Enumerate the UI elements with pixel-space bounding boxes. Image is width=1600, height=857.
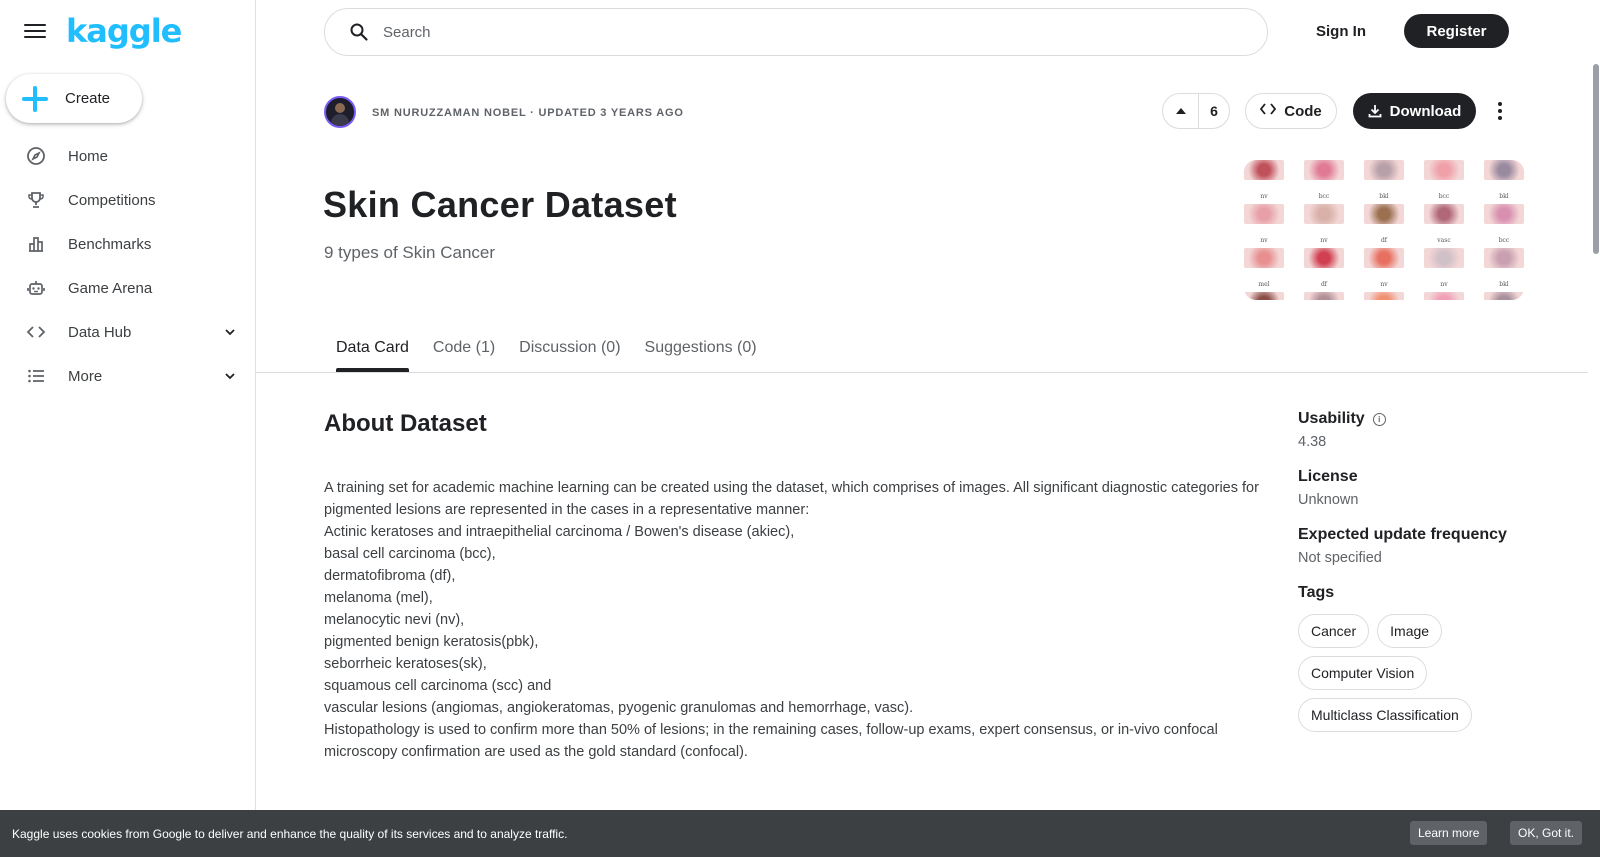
chevron-down-icon[interactable] [224, 369, 236, 387]
description-line: basal cell carcinoma (bcc), [324, 546, 496, 562]
sidebar-item-home[interactable] [0, 134, 256, 178]
scrollbar-thumb[interactable] [1593, 64, 1599, 254]
code-button[interactable] [1245, 93, 1337, 129]
robot-icon [26, 278, 46, 298]
thumbnail-label: df [1320, 281, 1328, 288]
create-button[interactable] [6, 74, 142, 123]
description-line: Actinic keratoses and intraepithelial carcinoma / Bowen's disease (akiec), [324, 524, 795, 540]
thumbnail-label: vasc [1437, 237, 1451, 244]
tab-suggestions[interactable]: Suggestions (0) [644, 339, 757, 356]
sidebar-nav [0, 134, 256, 398]
tags-label: Tags [1298, 584, 1335, 601]
tag-image[interactable]: Image [1377, 614, 1442, 648]
thumbnail-label: nv [1260, 237, 1268, 244]
upvote-count[interactable]: 6 [1210, 103, 1218, 119]
tag-list [1298, 614, 1538, 740]
bar-chart-icon [26, 234, 46, 254]
thumbnail-image-cell [1304, 292, 1344, 300]
thumbnail-label: nv [1260, 193, 1268, 200]
search-bar[interactable] [324, 8, 1268, 56]
code-brackets-icon [26, 322, 46, 342]
tag-cancer[interactable]: Cancer [1298, 614, 1369, 648]
code-brackets-icon [1260, 103, 1276, 119]
more-options-icon[interactable] [1486, 96, 1514, 126]
thumbnail-image-cell [1424, 204, 1464, 224]
thumbnail-image-cell [1364, 204, 1404, 224]
search-input[interactable] [383, 24, 1203, 41]
sidebar-item-benchmarks[interactable] [0, 222, 256, 266]
cookie-banner [0, 810, 1600, 857]
download-button[interactable] [1353, 93, 1476, 129]
license-block [1298, 468, 1538, 508]
tab-discussion[interactable]: Discussion (0) [519, 339, 621, 356]
description-line: vascular lesions (angiomas, angiokeratomas, pyogenic granulomas and hemorrhage, vasc). [324, 700, 914, 716]
thumbnail-image-cell [1304, 204, 1344, 224]
description-line: A training set for academic machine learning can be created using the dataset, which comprises of images. All significant diagnostic categories for pigmented lesions are represented in the cases in a representative manner: [324, 480, 1259, 518]
code-button-label: Code [1284, 102, 1322, 120]
download-button-label: Download [1389, 102, 1462, 120]
thumbnail-label: bcc [1438, 193, 1450, 200]
search-icon [349, 22, 369, 42]
sidebar-item-label: Game Arena [68, 279, 153, 297]
sidebar [0, 0, 256, 857]
thumbnail-image-cell [1424, 292, 1464, 300]
avatar[interactable] [324, 96, 356, 128]
sidebar-item-label: Data Hub [68, 323, 132, 341]
tab-bar [336, 326, 781, 372]
tab-data-card[interactable]: Data Card [336, 326, 409, 372]
trophy-icon [26, 190, 46, 210]
thumbnail-label: df [1380, 237, 1388, 244]
thumbnail-image-cell [1484, 292, 1524, 300]
thumbnail-label: bkl [1499, 281, 1509, 288]
sidebar-item-label: Competitions [68, 191, 156, 209]
thumbnail-image-cell [1424, 248, 1464, 268]
kaggle-logo[interactable]: kaggle [66, 12, 182, 50]
sign-in-button[interactable]: Sign In [1316, 22, 1366, 40]
thumbnail-image-cell [1364, 248, 1404, 268]
tag-multiclass-classification[interactable]: Multiclass Classification [1298, 698, 1472, 732]
hamburger-menu-icon[interactable] [24, 20, 46, 42]
license-label: License [1298, 468, 1358, 485]
usability-label: Usability [1298, 410, 1365, 427]
info-icon[interactable]: i [1373, 413, 1386, 426]
tags-block [1298, 584, 1538, 740]
thumbnail-image-cell [1304, 248, 1344, 268]
page-title: Skin Cancer Dataset [323, 184, 677, 225]
thumbnail-image-cell [1484, 160, 1524, 180]
metadata-panel [1298, 410, 1538, 758]
description-line: melanoma (mel), [324, 590, 433, 606]
thumbnail-label: bcc [1498, 237, 1510, 244]
sidebar-item-label: Home [68, 147, 109, 165]
description-line: melanocytic nevi (nv), [324, 612, 465, 628]
upvote-control [1162, 93, 1230, 129]
thumbnail-image-cell [1484, 204, 1524, 224]
frequency-value: Not specified [1298, 550, 1382, 566]
cookie-text: Kaggle uses cookies from Google to deliver and enhance the quality of its services and to analyze traffic. [12, 826, 568, 841]
frequency-block [1298, 526, 1538, 566]
learn-more-button[interactable]: Learn more [1410, 821, 1487, 845]
thumbnail-image-cell [1244, 292, 1284, 300]
plus-icon [22, 86, 48, 112]
list-icon [26, 366, 46, 386]
download-icon [1368, 104, 1382, 118]
thumbnail-image-cell [1484, 248, 1524, 268]
thumbnail-image-cell [1304, 160, 1344, 180]
sidebar-item-data-hub[interactable] [0, 310, 256, 354]
upvote-button[interactable] [1163, 94, 1199, 128]
cookie-ok-button[interactable]: OK, Got it. [1510, 821, 1582, 845]
thumbnail-label: mel [1258, 281, 1270, 288]
usability-value: 4.38 [1298, 434, 1327, 450]
dataset-thumbnail [1244, 160, 1524, 300]
thumbnail-image-cell [1244, 160, 1284, 180]
tab-code[interactable]: Code (1) [432, 339, 496, 356]
description-line: dermatofibroma (df), [324, 568, 456, 584]
thumbnail-label: nv [1380, 281, 1388, 288]
thumbnail-label: nv [1320, 237, 1328, 244]
description-line: pigmented benign keratosis(pbk), [324, 634, 539, 650]
thumbnail-label: bkl [1499, 193, 1509, 200]
thumbnail-image-cell [1244, 248, 1284, 268]
tag-computer-vision[interactable]: Computer Vision [1298, 656, 1427, 690]
chevron-down-icon[interactable] [224, 325, 236, 343]
sidebar-item-more[interactable] [0, 354, 256, 398]
thumbnail-label: bkl [1379, 193, 1389, 200]
description-line: Histopathology is used to confirm more than 50% of lesions; in the remaining cases, follow-up exams, expert consensus, or in-vivo confocal microscopy confirmation are used as the gold standard (confocal). [324, 722, 1218, 760]
thumbnail-image-cell [1364, 160, 1404, 180]
page-subtitle: 9 types of Skin Cancer [324, 243, 496, 262]
tabs-divider [256, 372, 1588, 373]
thumbnail-image-cell [1244, 204, 1284, 224]
sidebar-item-label: Benchmarks [68, 235, 152, 253]
compass-icon [26, 146, 46, 166]
sidebar-item-game-arena[interactable] [0, 266, 256, 310]
license-value: Unknown [1298, 492, 1359, 508]
create-label: Create [65, 90, 111, 107]
register-button[interactable]: Register [1404, 14, 1509, 48]
description-line: squamous cell carcinoma (scc) and [324, 678, 552, 694]
about-heading: About Dataset [324, 410, 487, 437]
usability-block [1298, 410, 1538, 450]
dataset-description [324, 477, 1284, 763]
description-line: seborrheic keratoses(sk), [324, 656, 487, 672]
thumbnail-image-cell [1424, 160, 1464, 180]
triangle-up-icon [1176, 107, 1186, 115]
thumbnail-label: nv [1440, 281, 1448, 288]
thumbnail-image-cell [1364, 292, 1404, 300]
sidebar-item-competitions[interactable] [0, 178, 256, 222]
frequency-label: Expected update frequency [1298, 526, 1507, 543]
author-update-line[interactable]: SM NURUZZAMAN NOBEL · UPDATED 3 YEARS AGO [372, 107, 684, 119]
thumbnail-label: bcc [1318, 193, 1330, 200]
sidebar-item-label: More [68, 367, 103, 385]
